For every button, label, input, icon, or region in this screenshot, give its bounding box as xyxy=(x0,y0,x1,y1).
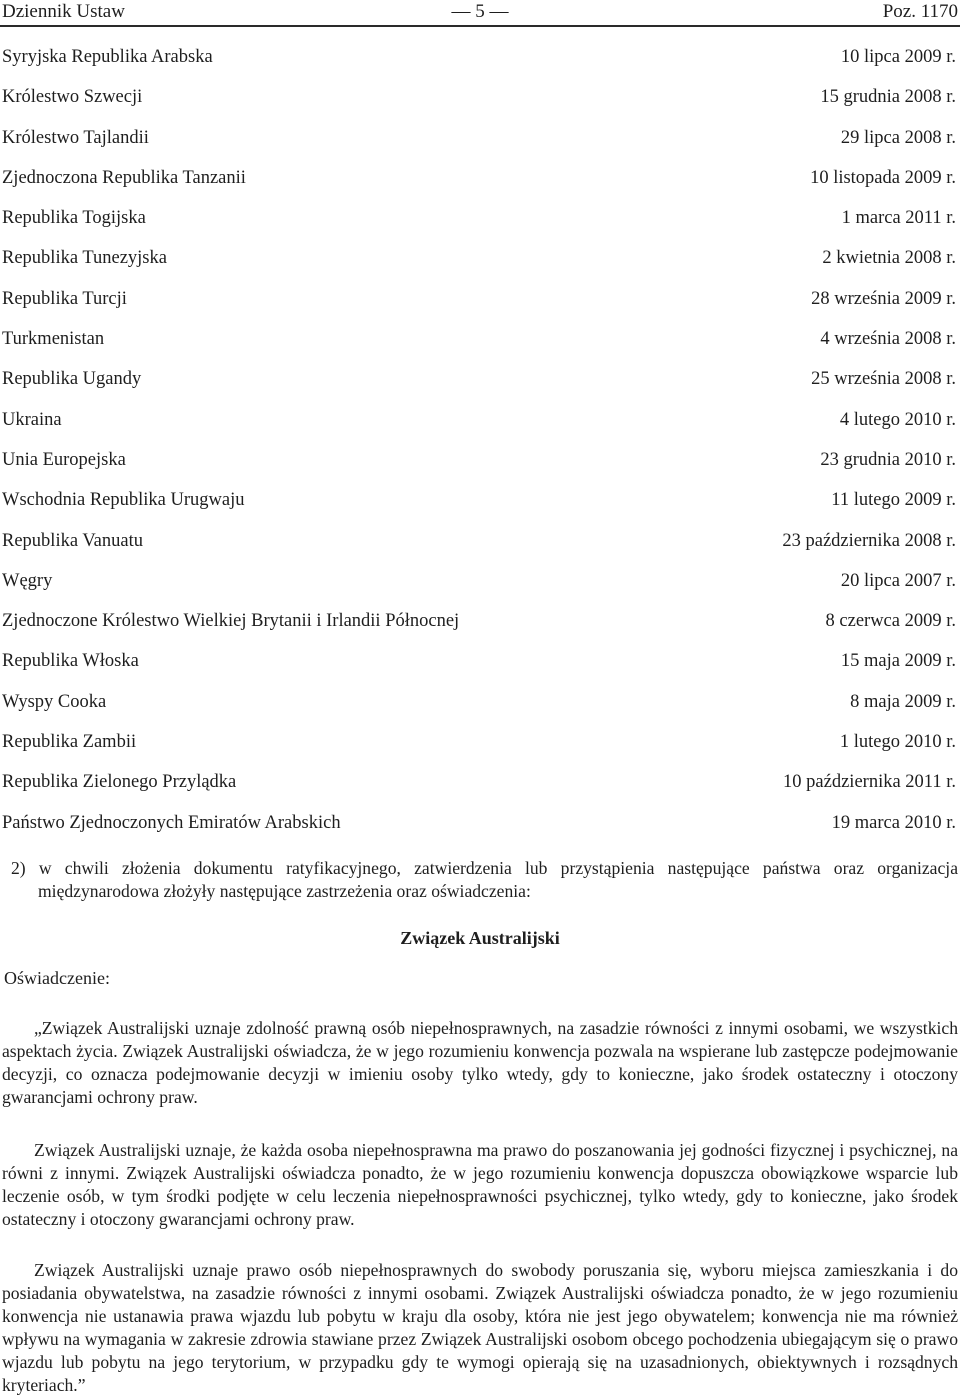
ratification-date: 8 maja 2009 r. xyxy=(850,691,956,712)
country-row xyxy=(0,610,960,650)
ratification-date: 4 lutego 2010 r. xyxy=(839,409,956,430)
ratification-date: 10 listopada 2009 r. xyxy=(810,167,956,188)
country-name: Republika Zielonego Przylądka xyxy=(2,772,237,793)
country-name: Zjednoczona Republika Tanzanii xyxy=(2,167,246,188)
position-number: Poz. 1170 xyxy=(882,1,958,22)
ratification-date: 20 lipca 2007 r. xyxy=(840,570,956,591)
ratification-date: 10 lipca 2009 r. xyxy=(840,47,956,67)
section-heading: Związek Australijski xyxy=(400,928,560,948)
country-name: Republika Togijska xyxy=(2,208,146,229)
country-name: Wschodnia Republika Urugwaju xyxy=(2,490,245,511)
country-name: Wyspy Cooka xyxy=(2,691,107,712)
journal-title: Dziennik Ustaw xyxy=(2,1,125,22)
country-row xyxy=(0,812,960,852)
ratification-date: 2 kwietnia 2008 r. xyxy=(822,248,956,269)
country-name: Republika Turcji xyxy=(2,288,127,309)
country-row xyxy=(0,409,960,449)
ratification-date: 1 lutego 2010 r. xyxy=(839,732,956,753)
country-row xyxy=(0,368,960,408)
country-row xyxy=(0,449,960,489)
ratification-date: 8 czerwca 2009 r. xyxy=(825,611,956,632)
country-row xyxy=(0,489,960,529)
declaration-paragraph-3: Związek Australijski uznaje prawo osób niepełnosprawnych do swobody poruszania się, wyboru miejsca zamieszkania i do posiadania obywatelstwa, na zasadzie równości z innymi osobami. Związek Australijski oświadcza ponadto, że w jego rozumieniu konwencja nie ustanawia prawa wjazdu lub pobytu w kraju dla osoby, która nie jest jego obywatelem; konwencja nie ma również wpływu na wymagania w zakresie zdrowia stawiane przez Związek Australijski osobom obcego pochodzenia ubiegającym się o prawo wjazdu lub pobytu na jego terytorium, w przypadku gdy te wymogi opierają się na uzasadnionych, obiektywnych i rozsądnych kryteriach.” xyxy=(2,1260,958,1395)
country-name: Zjednoczone Królestwo Wielkiej Brytanii i Irlandii Północnej xyxy=(2,611,460,632)
header-rule xyxy=(0,25,960,27)
ratification-date: 28 września 2009 r. xyxy=(811,288,956,309)
country-row xyxy=(0,86,960,126)
ratification-date: 19 marca 2010 r. xyxy=(831,812,956,833)
country-row xyxy=(0,127,960,167)
ratification-date: 1 marca 2011 r. xyxy=(841,208,956,229)
ratification-date: 23 października 2008 r. xyxy=(782,530,956,551)
page-header xyxy=(0,0,960,25)
ratification-date: 15 maja 2009 r. xyxy=(840,651,956,672)
country-name: Republika Vanuatu xyxy=(2,530,143,551)
country-name: Republika Ugandy xyxy=(2,369,142,390)
country-row xyxy=(0,691,960,731)
ratification-date: 23 grudnia 2010 r. xyxy=(820,449,956,470)
ratification-date: 10 października 2011 r. xyxy=(783,772,956,793)
country-name: Turkmenistan xyxy=(2,329,105,350)
country-name: Unia Europejska xyxy=(2,449,126,470)
country-row xyxy=(0,530,960,570)
country-row xyxy=(0,288,960,328)
country-name: Królestwo Szwecji xyxy=(2,87,143,108)
country-name: Ukraina xyxy=(2,409,62,430)
country-list xyxy=(0,46,960,852)
country-row xyxy=(0,570,960,610)
country-name: Państwo Zjednoczonych Emiratów Arabskich xyxy=(2,812,341,833)
country-name: Republika Zambii xyxy=(2,732,137,753)
country-row xyxy=(0,771,960,811)
ratification-date: 15 grudnia 2008 r. xyxy=(820,87,956,108)
declaration-paragraph-1: „Związek Australijski uznaje zdolność prawną osób niepełnosprawnych, na zasadzie równości z innymi osobami, we wszystkich aspektach życia. Związek Australijski oświadcza, że w jego rozumieniu konwencja pozwala na wspierane lub zastępcze podejmowanie decyzji, co oznacza podejmowanie decyzji w imieniu osoby tylko wtedy, gdy to konieczne, jako środek ostateczny i otoczony gwarancjami ochrony praw. xyxy=(2,1018,958,1107)
section-2-text: 2) w chwili złożenia dokumentu ratyfikacyjnego, zatwierdzenia lub przystąpienia następujące państwa oraz organizacja międzynarodowa złożyły następujące zastrzeżenia oraz oświadczenia: xyxy=(11,858,958,901)
country-row xyxy=(0,207,960,247)
page-number: — 5 — xyxy=(451,1,509,22)
declaration-paragraph-2: Związek Australijski uznaje, że każda osoba niepełnosprawna ma prawo do poszanowania jej godności fizycznej i psychicznej, na równi z innymi. Związek Australijski oświadcza ponadto, że w jego rozumieniu konwencja dopuszcza obowiązkowe wsparcie lub leczenie osób, w tym środki podjęte w celu leczenia niepełnosprawności psychicznej, tylko wtedy, gdy to konieczne, jako środek ostateczny i otoczony gwarancjami ochrony praw. xyxy=(2,1140,958,1229)
ratification-date: 11 lutego 2009 r. xyxy=(831,490,956,511)
country-name: Węgry xyxy=(2,570,53,591)
country-name: Republika Tunezyjska xyxy=(2,248,167,269)
country-name: Republika Włoska xyxy=(2,651,139,672)
country-row xyxy=(0,731,960,771)
country-row xyxy=(0,46,960,86)
country-row xyxy=(0,650,960,690)
ratification-date: 4 września 2008 r. xyxy=(820,329,956,350)
ratification-date: 29 lipca 2008 r. xyxy=(840,127,956,148)
country-name: Królestwo Tajlandii xyxy=(2,127,149,148)
country-row xyxy=(0,328,960,368)
country-row xyxy=(0,247,960,287)
ratification-date: 25 września 2008 r. xyxy=(811,369,956,390)
declaration-label: Oświadczenie: xyxy=(4,968,110,988)
country-name: Syryjska Republika Arabska xyxy=(2,47,213,67)
country-row xyxy=(0,167,960,207)
